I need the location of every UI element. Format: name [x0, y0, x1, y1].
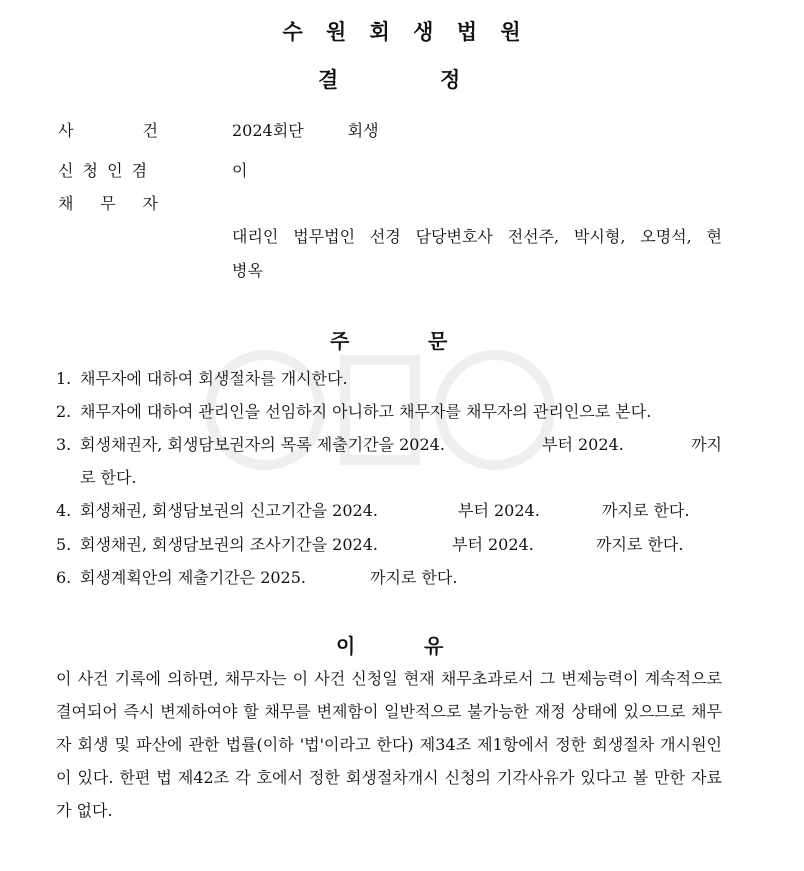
order-item-number: 6.	[56, 568, 72, 587]
court-name: 수 원 회 생 법 원	[282, 20, 522, 44]
case-label-char: 건	[142, 121, 158, 140]
order-item-number: 1.	[56, 369, 72, 388]
order-item-6	[56, 565, 458, 588]
reason-heading-right: 유	[424, 634, 444, 658]
order-item-text-a: 회생계획안의 제출기간은 2025.	[80, 568, 306, 587]
case-number	[232, 118, 379, 141]
order-item-text-b: 까지로 한다.	[370, 568, 458, 587]
applicant-value: 이	[232, 161, 248, 180]
order-item-text: 채무자에 대하여 관리인을 선임하지 아니하고 채무자를 채무자의 관리인으로 본다.	[80, 402, 652, 421]
order-item-text-c: 까지	[691, 435, 722, 454]
debtor-label-char: 채	[58, 194, 74, 213]
order-item-text-c: 까지로 한다.	[602, 501, 690, 520]
order-item-number: 3.	[56, 435, 72, 454]
order-item-5	[56, 532, 684, 555]
doc-type-right: 정	[440, 68, 461, 92]
order-item-text-a: 회생채권, 회생담보권의 조사기간을 2024.	[80, 535, 378, 554]
order-heading-right: 문	[428, 329, 448, 353]
debtor-label	[58, 191, 158, 214]
order-item-3	[56, 432, 722, 455]
applicant-label: 신 청 인 겸	[58, 161, 148, 180]
order-item-text-b: 부터 2024.	[458, 501, 540, 520]
reason-heading-left: 이	[336, 634, 356, 658]
order-item-text-a: 회생채권, 회생담보권의 신고기간을 2024.	[80, 501, 378, 520]
debtor-label-char: 자	[142, 194, 158, 213]
agent-line-2: 병옥	[232, 261, 263, 280]
order-heading-left: 주	[330, 329, 350, 353]
case-number-suffix: 회생	[347, 121, 379, 140]
debtor-label-char: 무	[100, 194, 116, 213]
order-item-3-continued: 로 한다.	[80, 468, 137, 487]
order-item-2	[56, 399, 651, 422]
order-item-number: 5.	[56, 535, 72, 554]
order-item-text-b: 부터 2024.	[452, 535, 534, 554]
order-item-1	[56, 366, 348, 389]
case-number-prefix: 2024회단	[232, 121, 304, 140]
order-item-number: 4.	[56, 501, 72, 520]
case-label	[58, 118, 158, 141]
order-item-text: 채무자에 대하여 회생절차를 개시한다.	[80, 369, 348, 388]
order-item-text-b: 부터 2024.	[542, 435, 624, 454]
order-item-text-a: 회생채권자, 회생담보권자의 목록 제출기간을 2024.	[80, 435, 445, 454]
order-item-number: 2.	[56, 402, 72, 421]
order-item-text-c: 까지로 한다.	[596, 535, 684, 554]
doc-type-left: 결	[318, 68, 339, 92]
agent-line-1: 대리인 법무법인 선경 담당변호사 전선주, 박시형, 오명석, 현	[232, 227, 722, 246]
reason-paragraph: 이 사건 기록에 의하면, 채무자는 이 사건 신청일 현재 채무초과로서 그 변제능력이 계속적으로 결여되어 즉시 변제하여야 할 채무를 변제함이 일반적으로 불가능한 재정 상태에 있으므로 채무자 회생 및 파산에 관한 법률(이하 '법'이라고 한다) 제34조 제1항에서 정한 회생절차 개시원인이 있다. 한편 법 제42조 각 호에서 정한 회생절차개시 신청의 기각사유가 있다고 볼 만한 자료가 없다.	[56, 669, 722, 820]
case-label-char: 사	[58, 121, 74, 140]
order-item-4	[56, 498, 690, 521]
